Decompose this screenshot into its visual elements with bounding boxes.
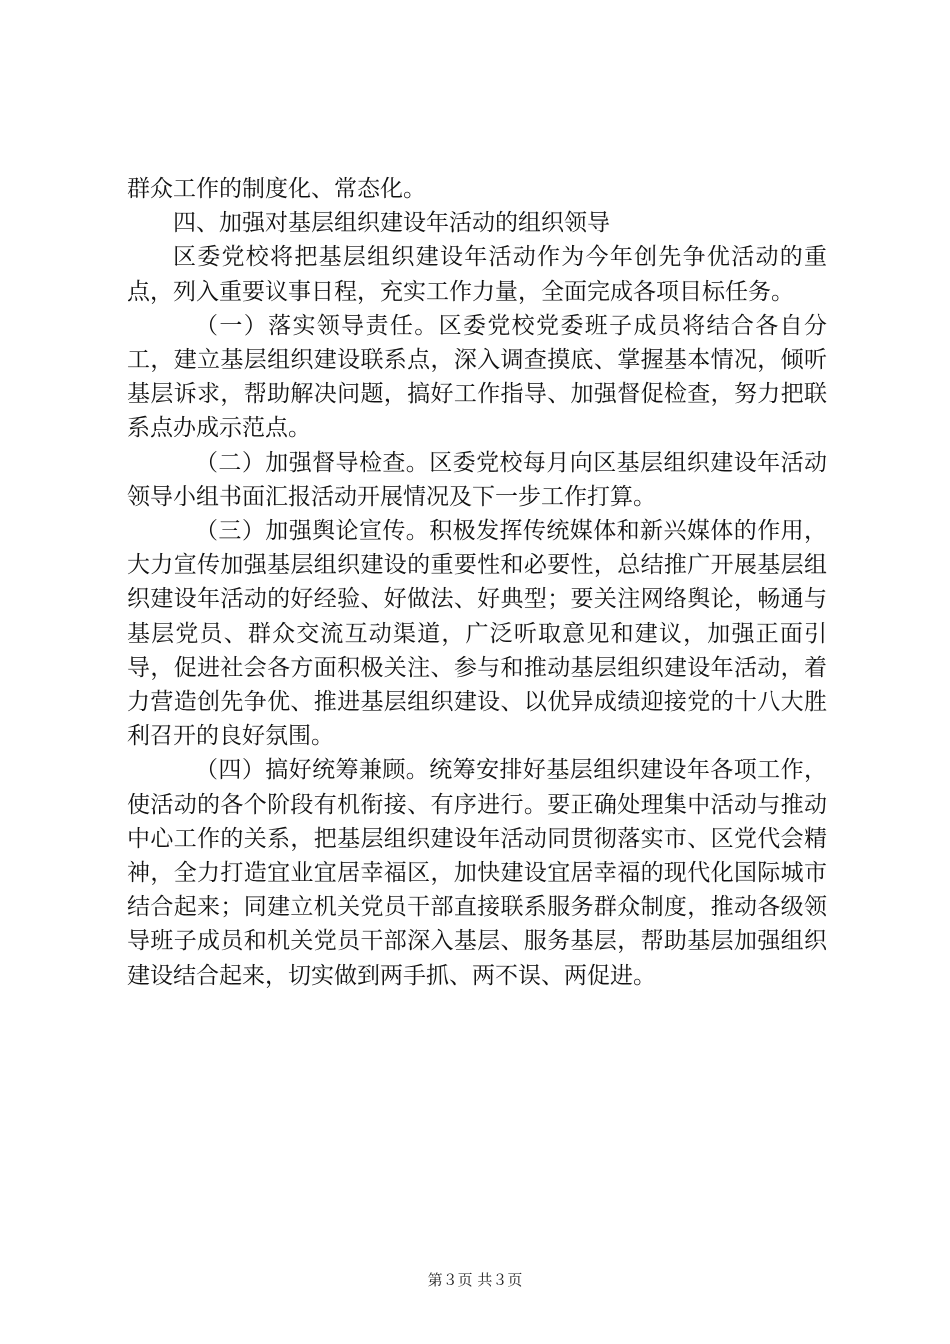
paragraph-item-4: （四）搞好统筹兼顾。统筹安排好基层组织建设年各项工作，使活动的各个阶段有机衔接、有序进行。要正确处理集中活动与推动中心工作的关系，把基层组织建设年活动同贯彻落实市、区党代会精神，全力打造宜业宜居幸福区，加快建设宜居幸福的现代化国际城市结合起来；同建立机关党员干部直接联系服务群众制度，推动各级领导班子成员和机关党员干部深入基层、服务基层，帮助基层加强组织建设结合起来，切实做到两手抓、两不误、两促进。 [127,757,827,989]
paragraph-intro: 区委党校将把基层组织建设年活动作为今年创先争优活动的重点，列入重要议事日程，充实工作力量，全面完成各项目标任务。 [127,244,827,305]
paragraph-item-1: （一）落实领导责任。区委党校党委班子成员将结合各自分工，建立基层组织建设联系点，深入调查摸底、掌握基本情况，倾听基层诉求，帮助解决问题，搞好工作指导、加强督促检查，努力把联系点办成示范点。 [127,312,827,442]
paragraph-item-2: （二）加强督导检查。区委党校每月向区基层组织建设年活动领导小组书面汇报活动开展情况及下一步工作打算。 [127,449,827,510]
paragraph-continuation: 群众工作的制度化、常态化。 [127,176,426,202]
document-body [127,172,827,993]
page-number-footer: 第３页 共３页 [427,1271,523,1289]
paragraph-item-3: （三）加强舆论宣传。积极发挥传统媒体和新兴媒体的作用，大力宣传加强基层组织建设的重要性和必要性，总结推广开展基层组织建设年活动的好经验、好做法、好典型；要关注网络舆论，畅通与基层党员、群众交流互动渠道，广泛听取意见和建议，加强正面引导，促进社会各方面积极关注、参与和推动基层组织建设年活动，着力营造创先争优、推进基层组织建设、以优异成绩迎接党的十八大胜利召开的良好氛围。 [127,518,827,750]
section-heading: 四、加强对基层组织建设年活动的组织领导 [173,210,610,237]
